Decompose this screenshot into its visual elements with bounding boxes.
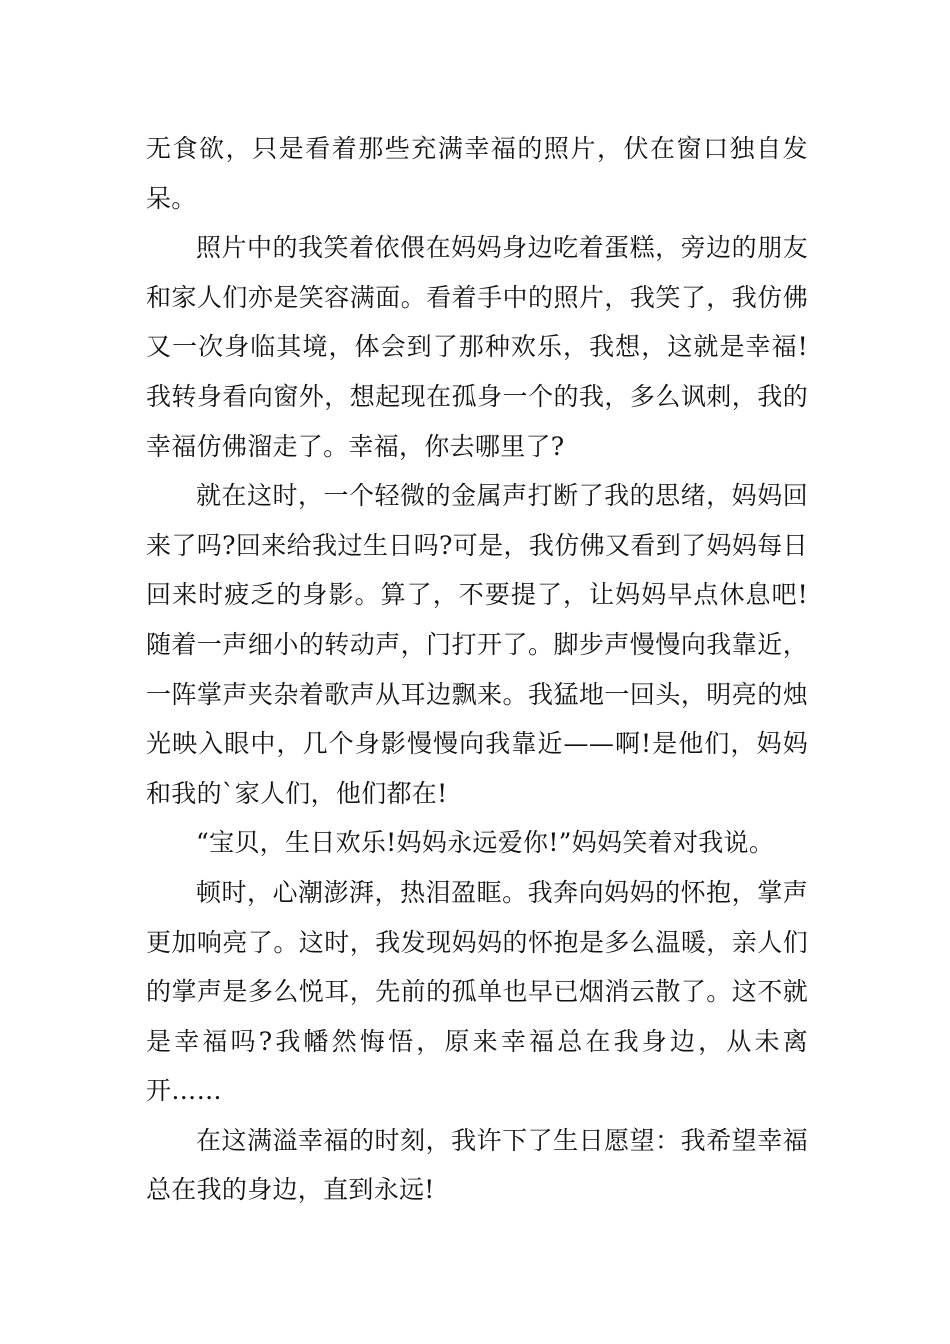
paragraph-mother-greeting: “宝贝，生日欢乐!妈妈永远爱你!”妈妈笑着对我说。 bbox=[196, 828, 775, 858]
paragraph-continuation: 无食欲，只是看着那些充满幸福的照片，伏在窗口独自发呆。 bbox=[146, 134, 808, 213]
paragraph-birthday-wish: 在这满溢幸福的时刻，我许下了生日愿望：我希望幸福总在我的身边，直到永远! bbox=[146, 1125, 808, 1205]
paragraph-photo-memory: 照片中的我笑着依偎在妈妈身边吃着蛋糕，旁边的朋友和家人们亦是笑容满面。看着手中的照片，我笑了，我仿佛又一次身临其境，体会到了那种欢乐，我想，这就是幸福!我转身看向窗外，想起现在孤身一个的我，多么讽刺，我的幸福仿佛溜走了。幸福，你去哪里了? bbox=[146, 233, 808, 461]
paragraph-embrace: 顿时，心潮澎湃，热泪盈眶。我奔向妈妈的怀抱，掌声更加响亮了。这时，我发现妈妈的怀抱是多么温暖，亲人们的掌声是多么悦耳，先前的孤单也早已烟消云散了。这不就是幸福吗?我幡然悔悟，原来幸福总在我身边，从未离开…… bbox=[146, 877, 808, 1106]
paragraph-door-opens: 就在这时，一个轻微的金属声打断了我的思绪，妈妈回来了吗?回来给我过生日吗?可是，我仿佛又看到了妈妈每日回来时疲乏的身影。算了，不要提了，让妈妈早点休息吧!随着一声细小的转动声，门打开了。脚步声慢慢向我靠近，一阵掌声夹杂着歌声从耳边飘来。我猛地一回头，明亮的烛光映入眼中，几个身影慢慢向我靠近——啊!是他们，妈妈和我的`家人们，他们都在! bbox=[146, 481, 808, 808]
body-text bbox=[146, 124, 808, 1215]
